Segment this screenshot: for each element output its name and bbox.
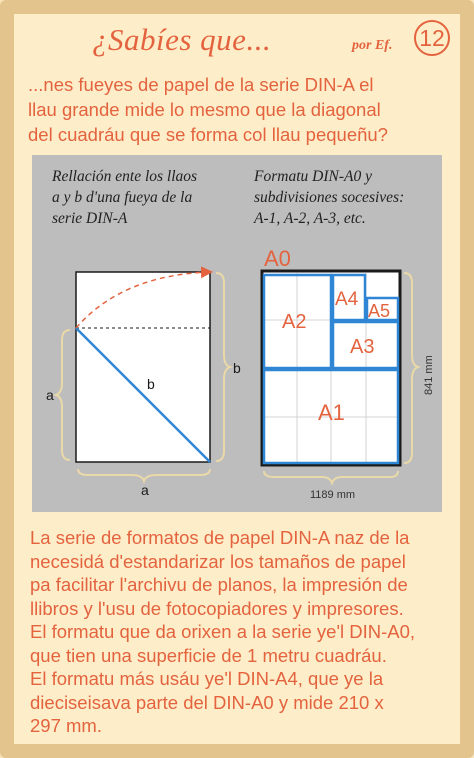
- body-line: 297 mm.: [30, 715, 102, 736]
- body-line: dieciseisava parte del DIN-A0 y mide 210 x: [30, 691, 384, 713]
- b-right-brace: [216, 273, 230, 461]
- caption-line: subdivisiones socesives:: [254, 189, 405, 206]
- body-line: que tien una superficie de 1 metru cuadráu.: [30, 644, 387, 666]
- body-line: pa facilitar l'archivu de planos, la impresión de: [30, 574, 408, 595]
- width-brace: [264, 471, 398, 483]
- caption-line: Formatu DIN-A0 y: [254, 168, 372, 185]
- a-bottom-brace: [78, 469, 210, 481]
- intro-question: [28, 72, 456, 147]
- body-line: El formatu que da orixen a la serie ye'l DIN-A0,: [30, 621, 416, 642]
- caption-line: a y b d'una fueya de la: [52, 189, 193, 206]
- caption-line: Rellación ente los llaos: [52, 168, 198, 185]
- b-diagonal-label: b: [147, 376, 155, 392]
- intro-line: ...nes fueyes de papel de la serie DIN-A el: [28, 74, 374, 95]
- caption-line: serie DIN-A: [52, 210, 128, 227]
- height-brace: [404, 273, 418, 463]
- body-line: llibros y l'usu de fotocopiadores y impresores.: [30, 597, 404, 619]
- din-a-diagram: [32, 155, 442, 512]
- card-number-badge: 12: [414, 20, 450, 56]
- a-side-label: a: [46, 387, 54, 403]
- a1-label: A1: [318, 400, 345, 425]
- body-line: La serie de formatos de papel DIN-A naz de la: [30, 527, 410, 548]
- author-credit: por Ef.: [352, 38, 393, 53]
- width-mm-label: 1189 mm: [310, 489, 356, 501]
- caption-line: A-1, A-2, A-3, etc.: [254, 210, 366, 227]
- body-line: necesidá d'estandarizar los tamaños de papel: [30, 550, 406, 572]
- body-line: El formatu más usáu ye'l DIN-A4, que ye la: [30, 668, 384, 689]
- intro-line: llau grande mide lo mesmo que la diagonal: [28, 99, 381, 120]
- intro-line: del cuadráu que se forma col llau pequeñu?: [28, 124, 388, 145]
- b-right-label: b: [233, 360, 241, 376]
- sheet-rectangle: [76, 272, 210, 462]
- a3-label: A3: [350, 336, 375, 358]
- a2-label: A2: [282, 311, 307, 333]
- a4-label: A4: [335, 289, 359, 310]
- a5-label: A5: [368, 301, 391, 321]
- a-side-brace: [56, 330, 70, 460]
- explanation-text: [30, 526, 460, 738]
- a0-label: A0: [264, 246, 291, 271]
- height-mm-label: 841 mm: [423, 355, 435, 395]
- a-bottom-label: a: [141, 482, 149, 498]
- card-title: ¿Sabíes que...: [92, 22, 272, 57]
